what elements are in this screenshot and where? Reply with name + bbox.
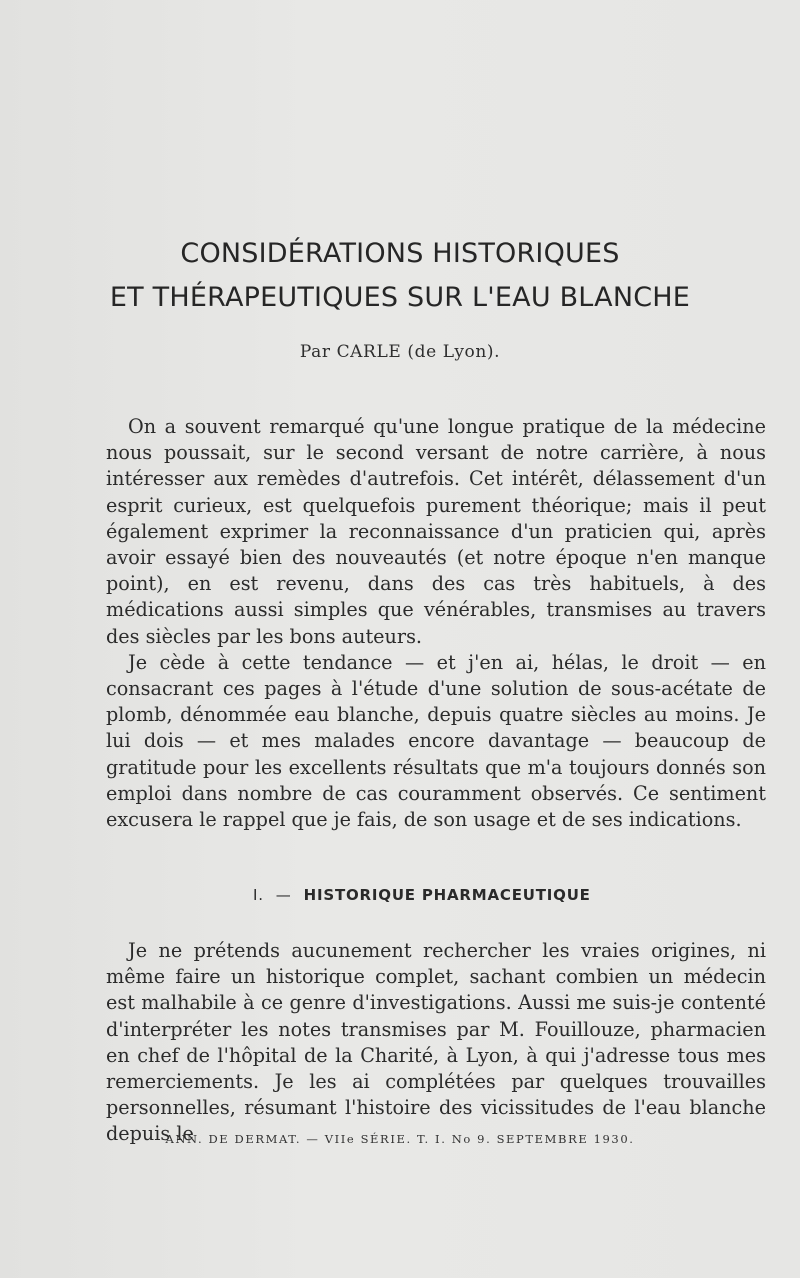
- article-title: [0, 232, 800, 320]
- journal-footer: ANN. DE DERMAT. — VIIe SÉRIE. T. I. No 9. SEPTEMBRE 1930.: [165, 1132, 635, 1146]
- section-dash: —: [275, 886, 292, 904]
- title-line-1: CONSIDÉRATIONS HISTORIQUES: [180, 238, 620, 269]
- section-heading: [253, 886, 591, 904]
- paragraph: Je ne prétends aucunement rechercher les vraies origines, ni même faire un historique complet, sachant combien un médecin est malhabile à ce genre d'investigations. Aussi me suis-je contenté d'interpréter les notes transmises par M. Fouillouze, pharmacien en chef de l'hôpital de la Charité, à Lyon, à qui j'adresse tous mes remerciements. Je les ai complétées par quelques trouvailles personnelles, résumant l'histoire des vicissitudes de l'eau blanche depuis le: [106, 939, 766, 1146]
- section-title: HISTORIQUE PHARMACEUTIQUE: [303, 886, 591, 904]
- section-text: [106, 938, 766, 1148]
- author-byline: Par CARLE (de Lyon).: [299, 342, 501, 362]
- paragraph: On a souvent remarqué qu'une longue pratique de la médecine nous poussait, sur le second versant de notre carrière, à nous intéresser aux remèdes d'autrefois. Cet intérêt, délassement d'un esprit curieux, est quelquefois purement théorique; mais il peut également exprimer la reconnaissance d'un praticien qui, après avoir essayé bien des nouveautés (et notre époque n'en manque point), en est revenu, dans des cas très habituels, à des médications aussi simples que vénérables, transmises au travers des siècles par les bons auteurs.: [106, 415, 766, 648]
- title-line-2: ET THÉRAPEUTIQUES SUR L'EAU BLANCHE: [109, 282, 691, 313]
- section-number: I.: [253, 886, 264, 904]
- paragraph: Je cède à cette tendance — et j'en ai, hélas, le droit — en consacrant ces pages à l'étude d'une solution de sous-acétate de plomb, dénommée eau blanche, depuis quatre siècles au moins. Je lui dois — et mes malades encore davantage — beaucoup de gratitude pour les excellents résultats que m'a toujours donnés son emploi dans nombre de cas couramment observés. Ce sentiment excusera le rappel que je fais, de son usage et de ses indications.: [106, 650, 766, 832]
- intro-text: [106, 414, 766, 833]
